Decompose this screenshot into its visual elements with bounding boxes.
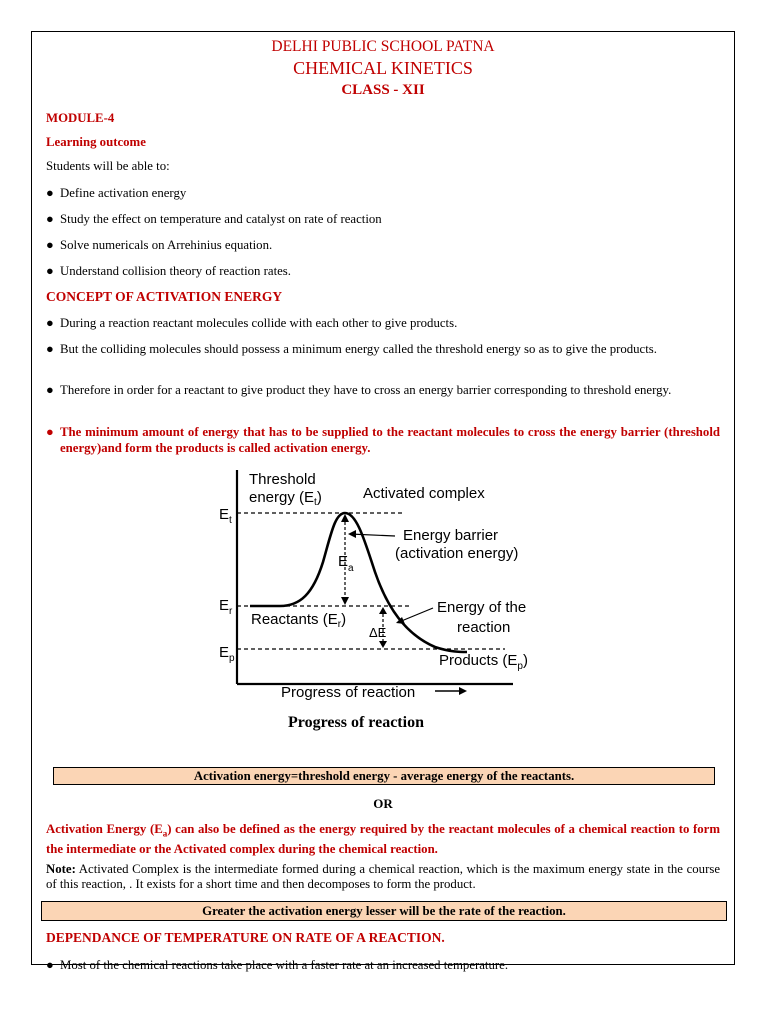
er-label: $E_r$ [219, 597, 233, 617]
module-label: MODULE-4 [46, 111, 115, 125]
bullet-icon: ● [46, 212, 54, 226]
bullet-icon: ● [46, 238, 54, 252]
temperature-item: ● Most of the chemical reactions take place with a faster rate at an increased temperature. [46, 958, 509, 972]
et-label: $E_t$ [219, 506, 232, 526]
bullet-icon: ● [46, 958, 54, 972]
ep-label: $E_p$ [219, 644, 235, 664]
delta-e-label: ΔE [369, 625, 387, 640]
energy-of-reaction-label: Energy of the [437, 599, 527, 616]
products-label: Products $(E_p)$ [439, 652, 528, 672]
learning-item: ● Understand collision theory of reaction rates. [46, 264, 291, 278]
concept-item: ● But the colliding molecules should possess a minimum energy called the threshold energy so as to give the products. [46, 342, 657, 356]
class-label: CLASS - XII [341, 82, 425, 98]
activation-energy-definition: ● The minimum amount of energy that has to be supplied to the reactant molecules to cross the energy barrier (threshold energy)and form the products is called activation energy. [46, 425, 720, 455]
learning-item: ● Define activation energy [46, 186, 187, 200]
reactants-label: Reactants $(E_r)$ [251, 611, 347, 630]
learning-item: ● Study the effect on temperature and catalyst on rate of reaction [46, 212, 382, 226]
energy-barrier-label: Energy barrier [403, 527, 499, 544]
rate-box: Greater the activation energy lesser will be the rate of the reaction. [41, 901, 727, 921]
energy-barrier-label-2: (activation energy) [395, 545, 519, 562]
or-separator: OR [373, 796, 393, 811]
bullet-icon: ● [46, 264, 54, 278]
activation-energy-alt-definition: Activation Energy $(E_a)$ can also be defined as the energy required by the reactant molecules of a chemical reaction to form the intermediate or the Activated complex during the chemical reaction. [46, 822, 721, 856]
section-heading-temperature: DEPENDANCE OF TEMPERATURE ON RATE OF A REACTION. [46, 930, 445, 945]
learning-item: ● Solve numericals on Arrehinius equation. [46, 238, 273, 252]
bullet-icon: ● [46, 186, 54, 200]
energy-of-reaction-label-2: reaction [457, 619, 511, 636]
bullet-icon: ● [46, 342, 54, 356]
diagram-caption: Progress of reaction [288, 714, 424, 731]
threshold-label-2: energy $(E_t)$ [249, 489, 322, 508]
ea-label: $E_a$ [338, 553, 354, 574]
note-paragraph: Note: Activated Complex is the intermediate formed during a chemical reaction, which is the maximum energy state in the course of this reaction, . It exists for a short time and then decomposes to form the product. [46, 862, 720, 891]
concept-item: ● Therefore in order for a reactant to give product they have to cross an energy barrier corresponding to threshold energy. [46, 383, 672, 397]
section-heading-activation: CONCEPT OF ACTIVATION ENERGY [46, 289, 283, 304]
concept-item: ● During a reaction reactant molecules collide with each other to give products. [46, 316, 458, 330]
school-name: DELHI PUBLIC SCHOOL PATNA [271, 38, 495, 55]
threshold-label: Threshold [249, 471, 316, 488]
activated-complex-label: Activated complex [363, 485, 485, 502]
x-axis-label: Progress of reaction [281, 684, 416, 701]
energy-profile-diagram [205, 462, 565, 732]
bullet-icon: ● [46, 316, 54, 330]
bullet-icon: ● [46, 425, 54, 439]
bullet-icon: ● [46, 383, 54, 397]
learning-intro: Students will be able to: [46, 159, 170, 173]
learning-outcome-heading: Learning outcome [46, 135, 146, 149]
formula-box: Activation energy=threshold energy - average energy of the reactants. [53, 767, 715, 785]
chapter-title: CHEMICAL KINETICS [293, 58, 473, 78]
